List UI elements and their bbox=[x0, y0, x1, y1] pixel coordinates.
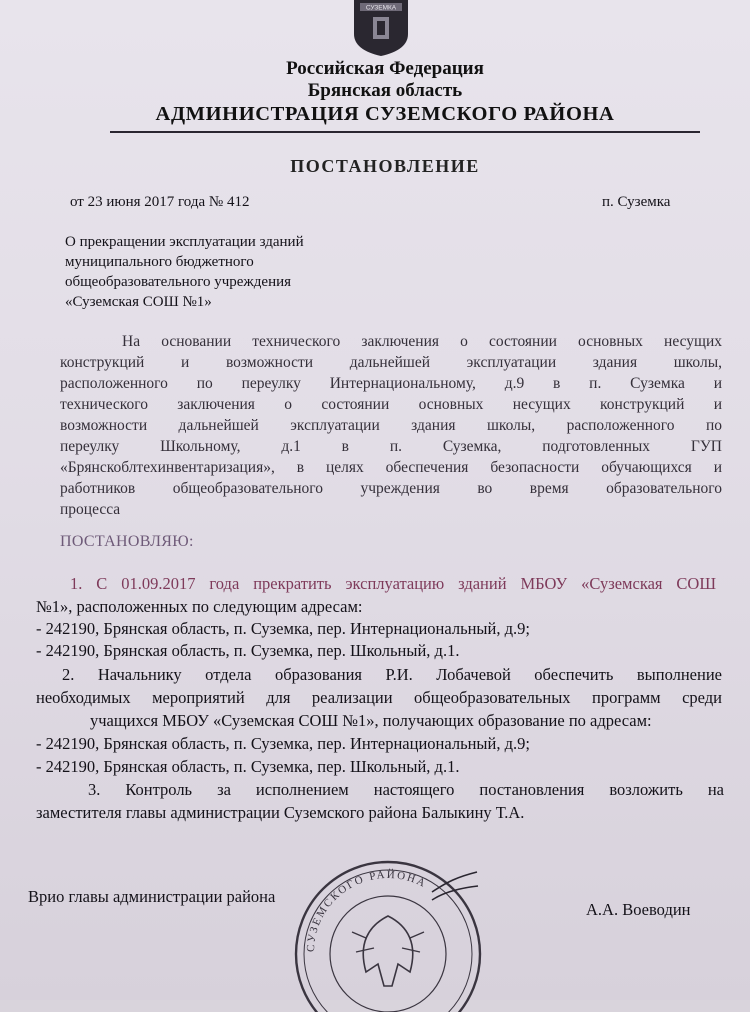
signature-name: А.А. Воеводин bbox=[586, 900, 691, 919]
preamble-line: технического заключения о состоянии основных несущих конструкций и bbox=[60, 396, 722, 413]
item-line: - 242190, Брянская область, п. Суземка, пер. Школьный, д.1. bbox=[36, 757, 460, 776]
item-line: - 242190, Брянская область, п. Суземка, пер. Школьный, д.1. bbox=[36, 641, 460, 660]
item-line: - 242190, Брянская область, п. Суземка, пер. Интернациональный, д.9; bbox=[36, 619, 530, 638]
header-divider bbox=[110, 131, 700, 133]
preamble-line: расположенного по переулку Интернациональному, д.9 в п. Суземка и bbox=[60, 375, 722, 392]
preamble-line: На основании технического заключения о состоянии основных несущих bbox=[122, 333, 722, 350]
subject-line: «Суземская СОШ №1» bbox=[65, 294, 212, 310]
seal-text: СУЗЕМСКОГО РАЙОНА bbox=[304, 868, 429, 953]
item-line: учащихся МБОУ «Суземская СОШ №1», получающих образование по адресам: bbox=[90, 711, 652, 730]
preamble-line: конструкций и возможности дальнейшей эксплуатации здания школы, bbox=[60, 354, 722, 371]
item-line: 3. Контроль за исполнением настоящего постановления возложить на bbox=[88, 780, 724, 799]
item-line: заместителя главы администрации Суземского района Балыкину Т.А. bbox=[36, 803, 525, 822]
document-place: п. Суземка bbox=[602, 194, 671, 210]
official-seal-stamp bbox=[282, 852, 492, 1012]
subject-line: муниципального бюджетного bbox=[65, 254, 254, 270]
header-country: Российская Федерация bbox=[286, 58, 484, 79]
item-line: - 242190, Брянская область, п. Суземка, пер. Интернациональный, д.9; bbox=[36, 734, 530, 753]
preamble-line: работников общеобразовательного учреждения во время образовательного bbox=[60, 480, 722, 497]
preamble-line: возможности дальнейшей эксплуатации здания школы, расположенного по bbox=[60, 417, 722, 434]
resolution-heading: ПОСТАНОВЛЯЮ: bbox=[60, 533, 194, 550]
preamble-line: переулку Школьному, д.1 в п. Суземка, подготовленных ГУП bbox=[60, 438, 722, 455]
preamble-line: процесса bbox=[60, 501, 121, 518]
header-region: Брянская область bbox=[307, 80, 463, 101]
preamble-line: «Брянскоблтехинвентаризация», в целях обеспечения безопасности обучающихся и bbox=[60, 459, 722, 476]
item-line: необходимых мероприятий для реализации общеобразовательных программ среди bbox=[36, 688, 722, 707]
item-line: 2. Начальнику отдела образования Р.И. Лобачевой обеспечить выполнение bbox=[62, 665, 722, 684]
signature-position: Врио главы администрации района bbox=[28, 887, 276, 906]
subject-line: общеобразовательного учреждения bbox=[65, 274, 292, 290]
coat-of-arms-emblem bbox=[350, 0, 412, 56]
emblem-label: СУЗЕМКА bbox=[365, 4, 397, 12]
document-title: ПОСТАНОВЛЕНИЕ bbox=[290, 156, 480, 176]
header-administration: АДМИНИСТРАЦИЯ СУЗЕМСКОГО РАЙОНА bbox=[155, 103, 615, 125]
subject-line: О прекращении эксплуатации зданий bbox=[65, 234, 304, 250]
item-line: №1», расположенных по следующим адресам: bbox=[36, 597, 363, 616]
item-line: 1. С 01.09.2017 года прекратить эксплуатацию зданий МБОУ «Суземская СОШ bbox=[70, 574, 716, 593]
document-date-number: от 23 июня 2017 года № 412 bbox=[70, 194, 250, 210]
